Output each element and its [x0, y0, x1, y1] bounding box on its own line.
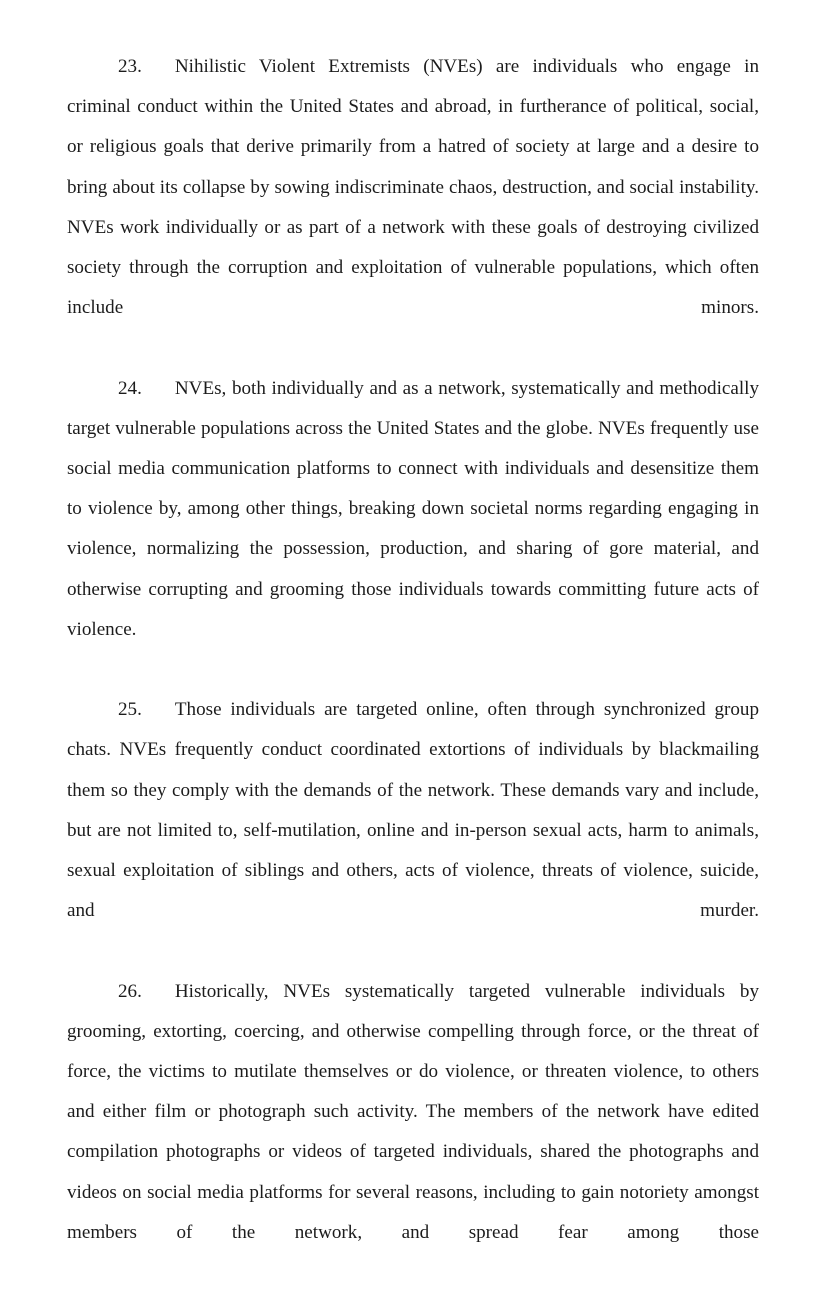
paragraph-25 [67, 690, 759, 971]
paragraph-text-24: NVEs, both individually and as a network, systematically and methodically target vulnerable populations across the United States and the globe. NVEs frequently use social media communication platforms to connect with individuals and desensitize them to violence by, among other things, breaking down societal norms regarding engaging in violence, normalizing the possession, production, and sharing of gore material, and otherwise corrupting and grooming those individuals towards committing future acts of violence. [67, 377, 759, 640]
paragraph-text-23: Nihilistic Violent Extremists (NVEs) are individuals who engage in criminal conduct within the United States and abroad, in furtherance of political, social, or religious goals that derive primarily from a hatred of society at large and a desire to bring about its collapse by sowing indiscriminate chaos, destruction, and social instability. NVEs work individually or as part of a network with these goals of destroying civilized society through the corruption and exploitation of vulnerable populations, which often include minors. [67, 56, 759, 319]
paragraph-23 [67, 47, 759, 369]
document-text-body [67, 47, 759, 1293]
paragraph-number-24: 24. [118, 377, 142, 399]
paragraph-number-23: 23. [118, 56, 142, 77]
paragraph-number-26: 26. [118, 980, 142, 1002]
paragraph-text-25: Those individuals are targeted online, often through synchronized group chats. NVEs frequently conduct coordinated extortions of individuals by blackmailing them so they comply with the demands of the network. These demands vary and include, but are not limited to, self-mutilation, online and in-person sexual acts, harm to animals, sexual exploitation of siblings and others, acts of violence, threats of violence, suicide, and murder. [67, 699, 759, 922]
paragraph-26 [67, 972, 759, 1293]
paragraph-text-26: Historically, NVEs systematically targeted vulnerable individuals by grooming, extorting, coercing, and otherwise compelling through force, or the threat of force, the victims to mutilate themselves or do violence, or threaten violence, to others and either film or photograph such activity. The members of the network have edited compilation photographs or videos of targeted individuals, shared the photographs and videos on social media platforms for several reasons, including to gain notoriety amongst members of the network, and spread fear among those [67, 980, 759, 1243]
paragraph-number-25: 25. [118, 699, 142, 721]
paragraph-24 [67, 369, 759, 691]
